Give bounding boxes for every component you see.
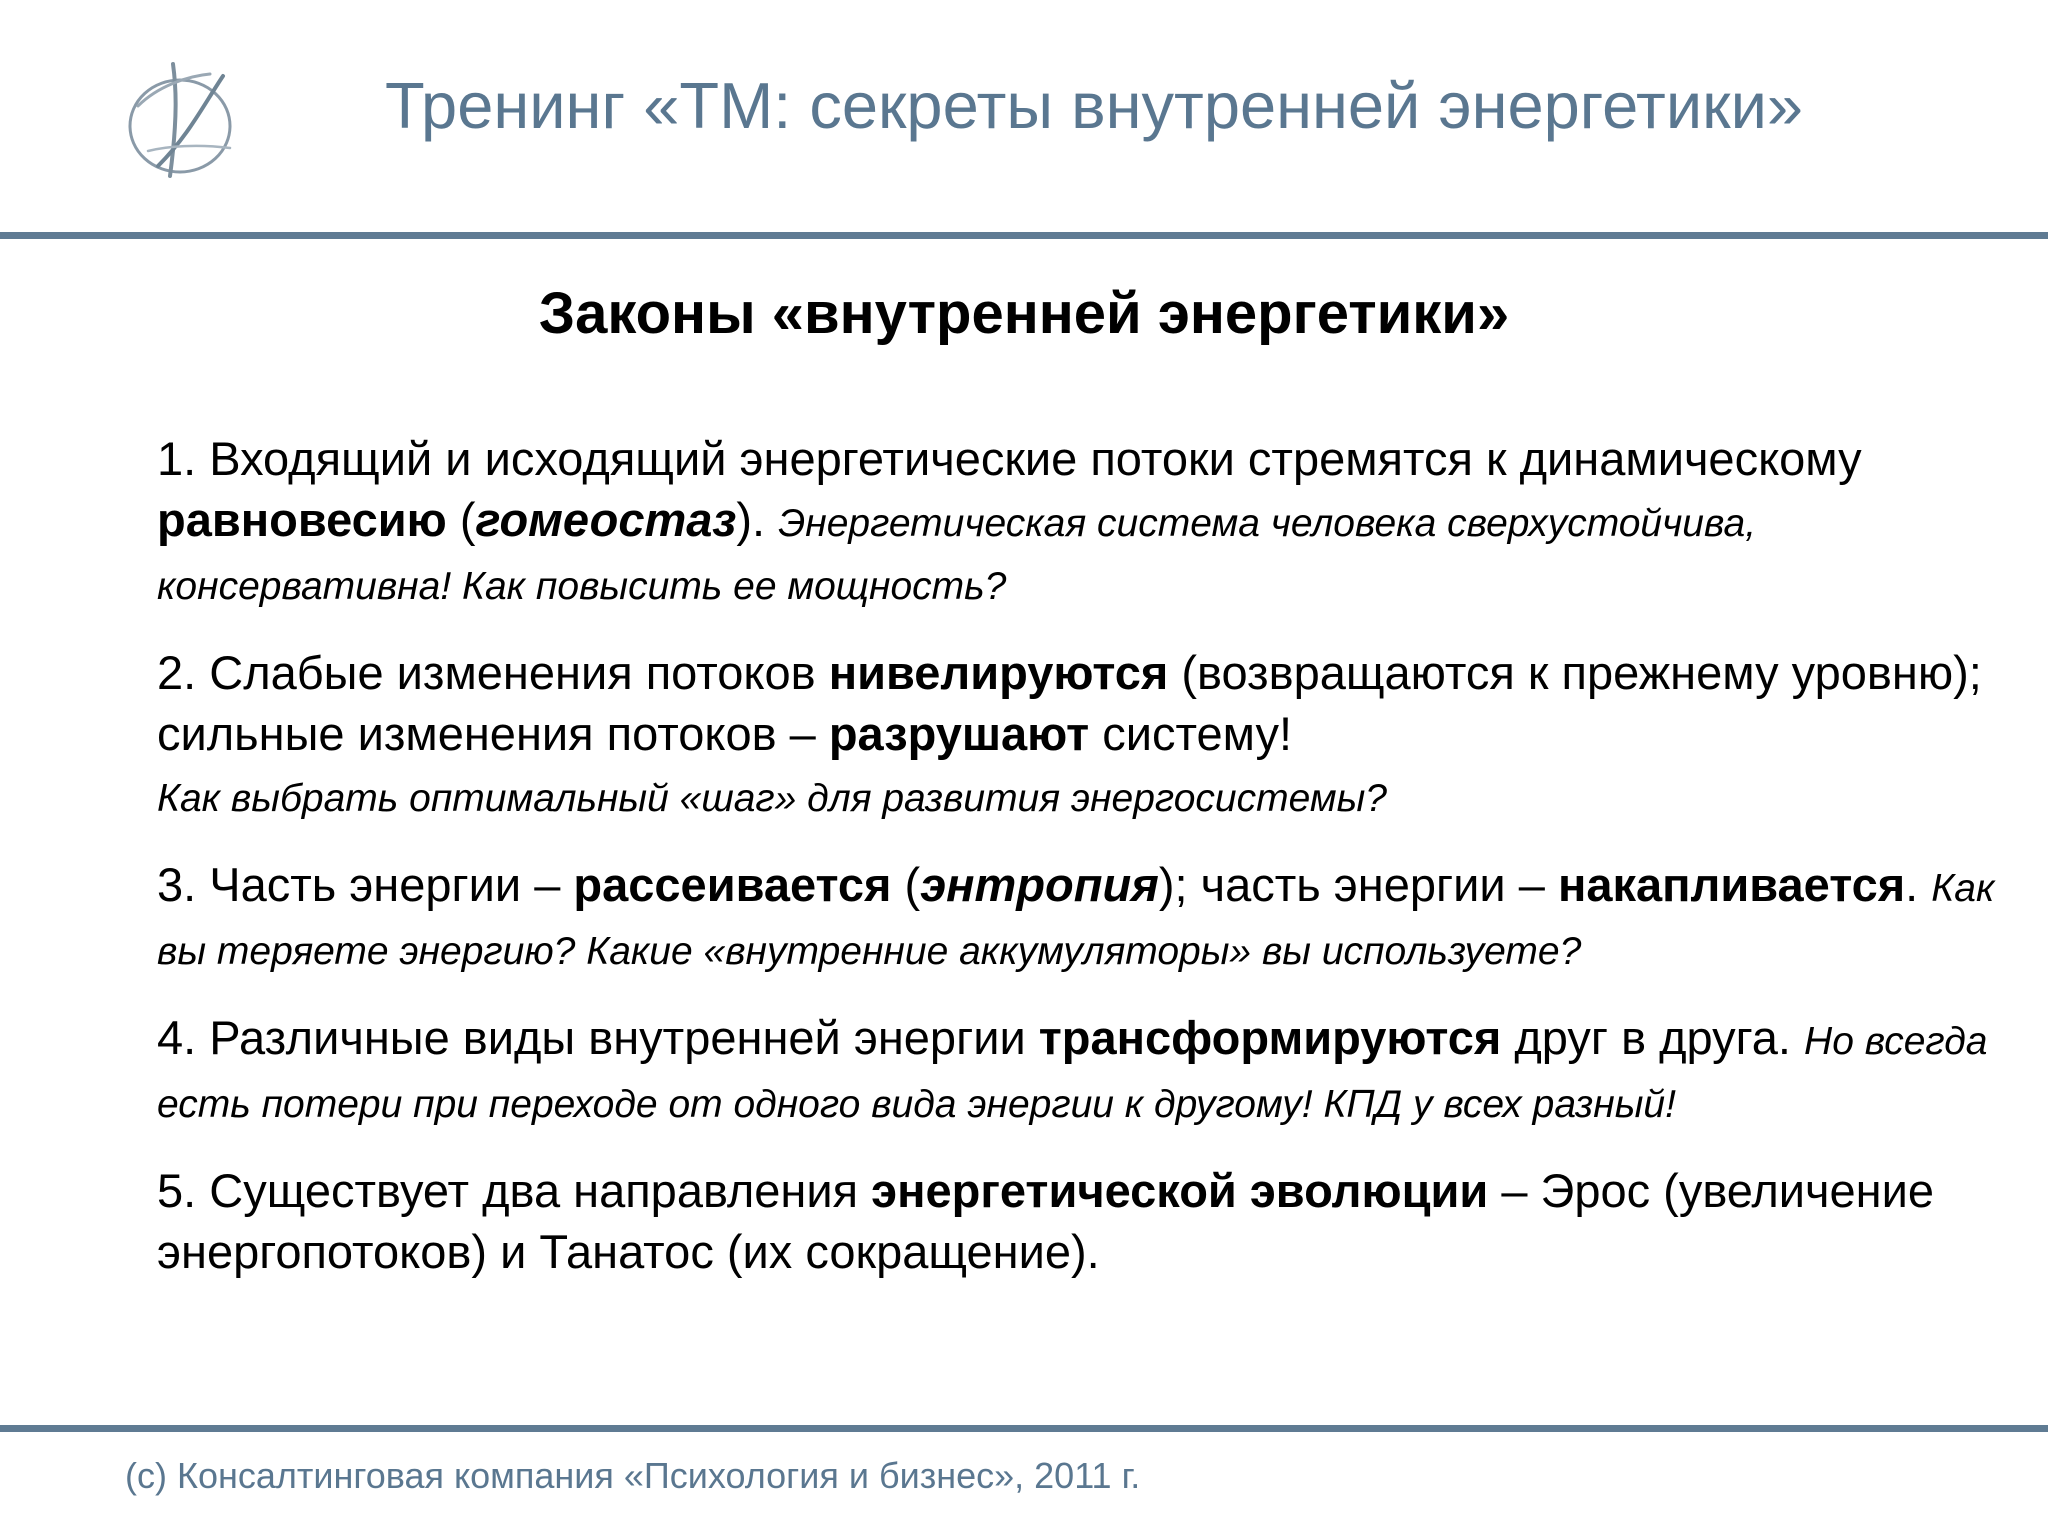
law-emphasis: равновесию — [157, 493, 447, 546]
law-text: друг в друга. — [1501, 1011, 1805, 1064]
law-text: систему! — [1089, 707, 1293, 760]
law-text: . — [1905, 858, 1932, 911]
law-item-4 — [157, 1007, 2017, 1133]
law-text: ( — [891, 858, 921, 911]
law-question: Энергетическая система человека сверхустойчива, консервативна! Как повысить ее мощность? — [157, 502, 1757, 608]
laws-list — [157, 428, 2017, 1309]
law-question: Как вы теряете энергию? Какие «внутренние аккумуляторы» вы используете? — [157, 867, 1995, 973]
law-emphasis: накапливается — [1557, 858, 1906, 911]
footer-divider — [0, 1425, 2048, 1432]
slide-title: Законы «внутренней энергетики» — [538, 281, 1510, 346]
law-text: – Эрос (увеличение энергопотоков) и Танатос (их сокращение). — [157, 1164, 1934, 1278]
law-question: Как выбрать оптимальный «шаг» для развития энергосистемы? — [157, 777, 1387, 820]
law-text: ); часть энергии – — [1158, 858, 1558, 911]
law-question: Но всегда есть потери при переходе от одного вида энергии к другому! КПД у всех разный! — [157, 1020, 1988, 1126]
law-emphasis: энергетической эволюции — [871, 1164, 1489, 1217]
law-emphasis: трансформируются — [1038, 1011, 1502, 1064]
company-logo-icon — [118, 56, 256, 186]
law-text: 4. Различные виды внутренней энергии — [157, 1011, 1039, 1064]
law-emphasis: разрушают — [828, 707, 1090, 760]
law-item-3 — [157, 854, 2017, 980]
footer-copyright: (с) Консалтинговая компания «Психология и бизнес», 2011 г. — [125, 1455, 1141, 1496]
law-item-1 — [157, 428, 2017, 615]
law-text: 5. Существует два направления — [157, 1164, 872, 1217]
law-text: 1. Входящий и исходящий энергетические потоки стремятся к динамическому — [157, 432, 1862, 485]
law-emphasis: нивелируются — [828, 646, 1169, 699]
law-text: ). — [736, 493, 779, 546]
law-term: гомеостаз — [475, 493, 737, 546]
header-divider — [0, 232, 2048, 239]
law-text: 2. Слабые изменения потоков — [157, 646, 829, 699]
presentation-title: Тренинг «ТМ: секреты внутренней энергетики» — [385, 69, 1804, 142]
law-text: 3. Часть энергии – — [157, 858, 574, 911]
law-text: (возвращаются к прежнему уровню); сильные изменения потоков – — [157, 646, 1982, 760]
law-emphasis: рассеивается — [573, 858, 892, 911]
law-item-5 — [157, 1160, 2017, 1282]
law-text: ( — [446, 493, 476, 546]
law-item-2 — [157, 642, 2017, 827]
law-term: энтропия — [920, 858, 1159, 911]
